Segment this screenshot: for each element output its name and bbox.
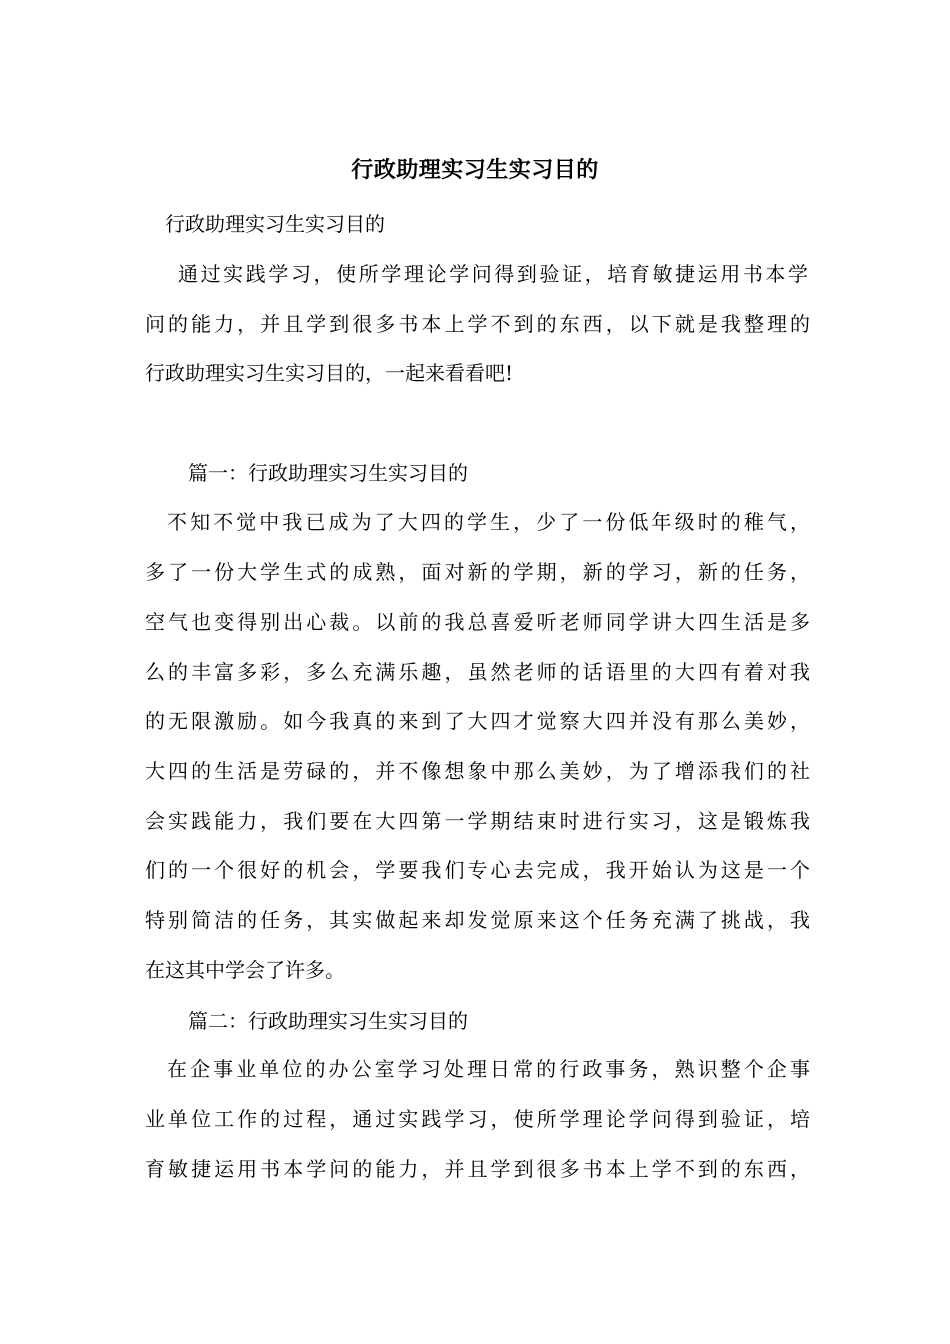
paragraph-line: 空气也变得别出心裁。以前的我总喜爱听老师同学讲大四生活是多 [145, 610, 810, 634]
paragraph-line: 会实践能力，我们要在大四第一学期结束时进行实习，这是锻炼我 [145, 809, 810, 833]
paragraph-line: 业单位工作的过程，通过实践学习，使所学理论学问得到验证，培 [145, 1107, 810, 1131]
document-subtitle: 行政助理实习生实习目的 [165, 212, 385, 236]
section-heading: 篇二：行政助理实习生实习目的 [188, 1009, 468, 1033]
intro-line: 通过实践学习，使所学理论学问得到验证，培育敏捷运用书本学 [178, 262, 808, 286]
paragraph-line: 的无限激励。如今我真的来到了大四才觉察大四并没有那么美妙， [145, 709, 810, 733]
paragraph-line: 么的丰富多彩，多么充满乐趣，虽然老师的话语里的大四有着对我 [145, 660, 810, 684]
paragraph-line: 在这其中学会了许多。 [145, 958, 345, 982]
paragraph-line: 特别简洁的任务，其实做起来却发觉原来这个任务充满了挑战，我 [145, 908, 810, 932]
paragraph-line: 大四的生活是劳碌的，并不像想象中那么美妙，为了增添我们的社 [145, 759, 810, 783]
paragraph-line: 育敏捷运用书本学问的能力，并且学到很多书本上学不到的东西， [145, 1157, 810, 1181]
paragraph-line: 多了一份大学生式的成熟，面对新的学期，新的学习，新的任务， [145, 560, 810, 584]
intro-line: 行政助理实习生实习目的，一起来看看吧! [145, 361, 514, 385]
intro-line: 问的能力，并且学到很多书本上学不到的东西，以下就是我整理的 [145, 312, 810, 336]
section-heading: 篇一：行政助理实习生实习目的 [188, 461, 468, 485]
paragraph-line: 不知不觉中我已成为了大四的学生，少了一份低年级时的稚气， [167, 510, 810, 534]
paragraph-line: 们的一个很好的机会，学要我们专心去完成，我开始认为这是一个 [145, 858, 810, 882]
document-title: 行政助理实习生实习目的 [351, 157, 599, 183]
paragraph-line: 在企事业单位的办公室学习处理日常的行政事务，熟识整个企事 [167, 1057, 810, 1081]
